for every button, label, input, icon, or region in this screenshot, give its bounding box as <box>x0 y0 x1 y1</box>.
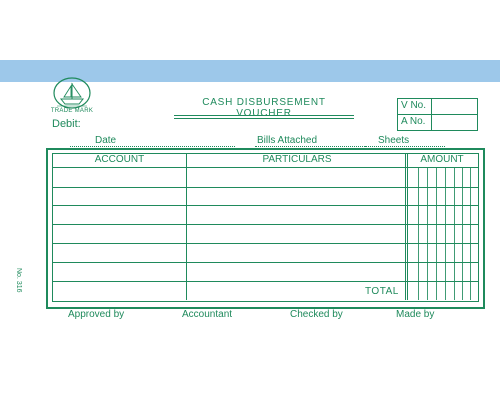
sheets-label: Sheets <box>378 135 410 146</box>
account-header: ACCOUNT <box>94 154 145 165</box>
column-divider <box>407 153 408 300</box>
sheets-line <box>365 146 445 147</box>
row-line <box>52 262 478 263</box>
row-line <box>52 187 478 188</box>
approved-by-label: Approved by <box>68 309 125 320</box>
ship-icon <box>52 77 92 111</box>
table-inner-border <box>52 153 479 302</box>
checked-by-label: Checked by <box>290 309 343 320</box>
accountant-label: Accountant <box>182 309 233 320</box>
trademark-text: TRADE MARK <box>50 108 94 114</box>
debit-label: Debit: <box>52 118 81 130</box>
title-underline <box>174 115 354 116</box>
title-underline <box>174 118 354 119</box>
date-label: Date <box>95 135 117 146</box>
bills-attached-label: Bills Attached <box>257 135 318 146</box>
made-by-label: Made by <box>396 309 435 320</box>
form-number: No. 316 <box>15 268 22 293</box>
voucher-box-divider <box>431 99 432 130</box>
amount-header: AMOUNT <box>420 154 464 165</box>
column-divider <box>186 153 187 300</box>
a-no-row <box>398 115 477 130</box>
row-line <box>52 281 478 282</box>
voucher-title: CASH DISBURSEMENT VOUCHER <box>202 97 326 119</box>
voucher-number-box <box>397 98 478 131</box>
total-label: TOTAL <box>365 286 399 297</box>
row-line <box>52 205 478 206</box>
a-no-label: A No. <box>401 116 426 127</box>
column-divider <box>405 153 406 300</box>
date-line <box>70 146 235 147</box>
row-line <box>52 243 478 244</box>
v-no-row <box>398 99 477 115</box>
particulars-header: PARTICULARS <box>262 154 332 165</box>
v-no-label: V No. <box>401 100 427 111</box>
header-row-line <box>52 167 478 168</box>
bills-attached-line <box>255 146 365 147</box>
row-line <box>52 224 478 225</box>
